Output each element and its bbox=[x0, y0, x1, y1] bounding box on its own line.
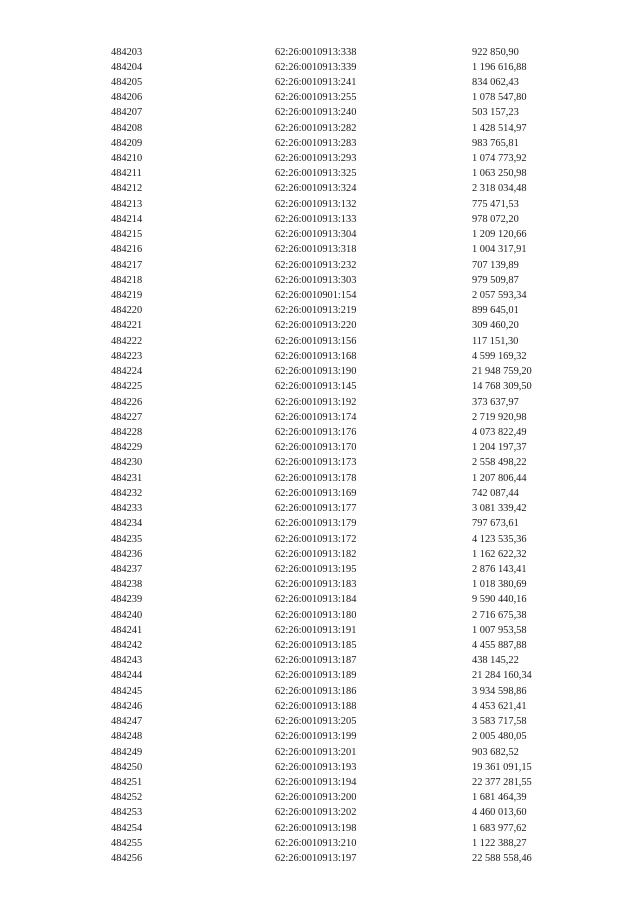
row-number: 484230 bbox=[111, 457, 143, 469]
table-row bbox=[0, 547, 640, 562]
cadastral-value: 899 645,01 bbox=[472, 305, 519, 317]
cadastral-number: 62:26:0010913:202 bbox=[275, 807, 357, 819]
cadastral-value: 117 151,30 bbox=[472, 335, 519, 347]
row-number: 484223 bbox=[111, 350, 143, 362]
cadastral-number: 62:26:0010913:169 bbox=[275, 487, 357, 499]
table-row bbox=[0, 638, 640, 653]
cadastral-number: 62:26:0010913:219 bbox=[275, 305, 357, 317]
table-row bbox=[0, 608, 640, 623]
cadastral-value: 978 072,20 bbox=[472, 213, 519, 225]
table-row bbox=[0, 501, 640, 516]
table-row bbox=[0, 745, 640, 760]
cadastral-number: 62:26:0010913:194 bbox=[275, 777, 357, 788]
table-row bbox=[0, 349, 640, 364]
cadastral-value: 1 683 977,62 bbox=[472, 822, 527, 834]
row-number: 484253 bbox=[111, 807, 143, 819]
row-number: 484229 bbox=[111, 442, 143, 454]
cadastral-number: 62:26:0010913:180 bbox=[275, 609, 357, 621]
cadastral-number: 62:26:0010913:133 bbox=[275, 213, 357, 225]
cadastral-number: 62:26:0010913:145 bbox=[275, 381, 357, 393]
cadastral-value: 1 196 616,88 bbox=[472, 61, 527, 73]
table-row bbox=[0, 151, 640, 166]
cadastral-number: 62:26:0010913:187 bbox=[275, 655, 357, 667]
row-number: 484210 bbox=[111, 153, 143, 165]
cadastral-number: 62:26:0010913:338 bbox=[275, 46, 357, 58]
cadastral-value: 1 122 388,27 bbox=[472, 837, 527, 849]
row-number: 484234 bbox=[111, 518, 143, 530]
cadastral-value: 1 018 380,69 bbox=[472, 579, 527, 591]
cadastral-number: 62:26:0010913:174 bbox=[275, 411, 357, 423]
row-number: 484254 bbox=[111, 822, 143, 834]
table-row bbox=[0, 45, 640, 60]
table-row bbox=[0, 379, 640, 394]
row-number: 484214 bbox=[111, 213, 143, 225]
row-number: 484209 bbox=[111, 137, 143, 149]
cadastral-value: 2 558 498,22 bbox=[472, 457, 527, 469]
cadastral-value: 979 509,87 bbox=[472, 274, 519, 286]
table-row bbox=[0, 242, 640, 257]
cadastral-value-table bbox=[0, 45, 640, 867]
cadastral-number: 62:26:0010913:189 bbox=[275, 670, 357, 682]
table-row bbox=[0, 471, 640, 486]
cadastral-value: 19 361 091,15 bbox=[472, 761, 532, 773]
cadastral-number: 62:26:0010913:210 bbox=[275, 837, 357, 849]
cadastral-number: 62:26:0010913:283 bbox=[275, 137, 357, 149]
cadastral-value: 14 768 309,50 bbox=[472, 381, 532, 393]
table-row bbox=[0, 775, 640, 790]
row-number: 484240 bbox=[111, 609, 143, 621]
row-number: 484207 bbox=[111, 107, 143, 119]
cadastral-number: 62:26:0010913:190 bbox=[275, 366, 357, 378]
table-row bbox=[0, 212, 640, 227]
row-number: 484217 bbox=[111, 259, 143, 271]
table-row bbox=[0, 455, 640, 470]
row-number: 484216 bbox=[111, 244, 143, 256]
row-number: 484221 bbox=[111, 320, 143, 332]
cadastral-value: 373 637,97 bbox=[472, 396, 519, 408]
cadastral-number: 62:26:0010913:241 bbox=[275, 76, 357, 88]
row-number: 484242 bbox=[111, 640, 143, 652]
table-row bbox=[0, 121, 640, 136]
cadastral-number: 62:26:0010913:170 bbox=[275, 442, 357, 454]
table-row bbox=[0, 684, 640, 699]
table-row bbox=[0, 440, 640, 455]
cadastral-value: 21 284 160,34 bbox=[472, 670, 532, 682]
table-row bbox=[0, 90, 640, 105]
cadastral-number: 62:26:0010913:339 bbox=[275, 61, 357, 73]
cadastral-value: 1 078 547,80 bbox=[472, 92, 527, 104]
cadastral-number: 62:26:0010913:173 bbox=[275, 457, 357, 469]
cadastral-number: 62:26:0010913:168 bbox=[275, 350, 357, 362]
row-number: 484227 bbox=[111, 411, 143, 423]
table-row bbox=[0, 851, 640, 866]
cadastral-value: 903 682,52 bbox=[472, 746, 519, 758]
table-row bbox=[0, 425, 640, 440]
cadastral-number: 62:26:0010913:240 bbox=[275, 107, 357, 119]
cadastral-value: 834 062,43 bbox=[472, 76, 519, 88]
row-number: 484251 bbox=[111, 777, 143, 788]
cadastral-value: 4 460 013,60 bbox=[472, 807, 527, 819]
table-row bbox=[0, 318, 640, 333]
table-row bbox=[0, 729, 640, 744]
row-number: 484204 bbox=[111, 61, 143, 73]
cadastral-value: 922 850,90 bbox=[472, 46, 519, 58]
cadastral-value: 22 588 558,46 bbox=[472, 853, 532, 865]
row-number: 484220 bbox=[111, 305, 143, 317]
row-number: 484218 bbox=[111, 274, 143, 286]
cadastral-number: 62:26:0010913:195 bbox=[275, 563, 357, 575]
table-row bbox=[0, 821, 640, 836]
cadastral-number: 62:26:0010913:192 bbox=[275, 396, 357, 408]
cadastral-number: 62:26:0010913:325 bbox=[275, 168, 357, 180]
table-row bbox=[0, 562, 640, 577]
row-number: 484212 bbox=[111, 183, 143, 195]
row-number: 484208 bbox=[111, 122, 143, 134]
row-number: 484237 bbox=[111, 563, 143, 575]
row-number: 484222 bbox=[111, 335, 143, 347]
row-number: 484244 bbox=[111, 670, 143, 682]
row-number: 484213 bbox=[111, 198, 143, 210]
cadastral-value: 1 681 464,39 bbox=[472, 792, 527, 804]
row-number: 484247 bbox=[111, 716, 143, 728]
cadastral-value: 3 583 717,58 bbox=[472, 716, 527, 728]
cadastral-number: 62:26:0010913:232 bbox=[275, 259, 357, 271]
cadastral-number: 62:26:0010913:176 bbox=[275, 426, 357, 438]
cadastral-value: 1 004 317,91 bbox=[472, 244, 527, 256]
cadastral-number: 62:26:0010913:182 bbox=[275, 548, 357, 560]
cadastral-number: 62:26:0010913:188 bbox=[275, 700, 357, 712]
table-row bbox=[0, 623, 640, 638]
table-row bbox=[0, 258, 640, 273]
row-number: 484226 bbox=[111, 396, 143, 408]
cadastral-value: 3 934 598,86 bbox=[472, 685, 527, 697]
table-row bbox=[0, 486, 640, 501]
table-row bbox=[0, 75, 640, 90]
cadastral-number: 62:26:0010913:220 bbox=[275, 320, 357, 332]
row-number: 484250 bbox=[111, 761, 143, 773]
cadastral-value: 309 460,20 bbox=[472, 320, 519, 332]
cadastral-value: 2 005 480,05 bbox=[472, 731, 527, 743]
row-number: 484246 bbox=[111, 700, 143, 712]
cadastral-value: 2 876 143,41 bbox=[472, 563, 527, 575]
row-number: 484248 bbox=[111, 731, 143, 743]
row-number: 484206 bbox=[111, 92, 143, 104]
cadastral-value: 2 318 034,48 bbox=[472, 183, 527, 195]
row-number: 484235 bbox=[111, 533, 143, 545]
table-row bbox=[0, 592, 640, 607]
cadastral-value: 1 063 250,98 bbox=[472, 168, 527, 180]
row-number: 484211 bbox=[111, 168, 142, 180]
row-number: 484238 bbox=[111, 579, 143, 591]
table-row bbox=[0, 364, 640, 379]
row-number: 484255 bbox=[111, 837, 143, 849]
cadastral-value: 4 455 887,88 bbox=[472, 640, 527, 652]
cadastral-number: 62:26:0010913:186 bbox=[275, 685, 357, 697]
row-number: 484249 bbox=[111, 746, 143, 758]
cadastral-value: 1 204 197,37 bbox=[472, 442, 527, 454]
row-number: 484252 bbox=[111, 792, 143, 804]
cadastral-value: 4 123 535,36 bbox=[472, 533, 527, 545]
table-row bbox=[0, 668, 640, 683]
cadastral-value: 21 948 759,20 bbox=[472, 366, 532, 378]
row-number: 484241 bbox=[111, 624, 143, 636]
table-row bbox=[0, 653, 640, 668]
row-number: 484233 bbox=[111, 503, 143, 515]
cadastral-number: 62:26:0010913:282 bbox=[275, 122, 357, 134]
cadastral-number: 62:26:0010913:132 bbox=[275, 198, 357, 210]
row-number: 484245 bbox=[111, 685, 143, 697]
table-row bbox=[0, 273, 640, 288]
cadastral-value: 1 162 622,32 bbox=[472, 548, 527, 560]
cadastral-number: 62:26:0010913:201 bbox=[275, 746, 357, 758]
cadastral-value: 707 139,89 bbox=[472, 259, 519, 271]
cadastral-number: 62:26:0010913:303 bbox=[275, 274, 357, 286]
table-row bbox=[0, 60, 640, 75]
cadastral-number: 62:26:0010913:293 bbox=[275, 153, 357, 165]
cadastral-number: 62:26:0010913:183 bbox=[275, 579, 357, 591]
cadastral-number: 62:26:0010913:156 bbox=[275, 335, 357, 347]
table-row bbox=[0, 836, 640, 851]
row-number: 484231 bbox=[111, 472, 143, 484]
table-row bbox=[0, 714, 640, 729]
row-number: 484236 bbox=[111, 548, 143, 560]
table-row bbox=[0, 166, 640, 181]
cadastral-value: 1 209 120,66 bbox=[472, 229, 527, 241]
row-number: 484224 bbox=[111, 366, 143, 378]
cadastral-value: 797 673,61 bbox=[472, 518, 519, 530]
cadastral-number: 62:26:0010913:184 bbox=[275, 594, 357, 606]
cadastral-number: 62:26:0010913:197 bbox=[275, 853, 357, 865]
table-row bbox=[0, 699, 640, 714]
cadastral-value: 3 081 339,42 bbox=[472, 503, 527, 515]
cadastral-value: 775 471,53 bbox=[472, 198, 519, 210]
cadastral-value: 742 087,44 bbox=[472, 487, 519, 499]
cadastral-number: 62:26:0010913:198 bbox=[275, 822, 357, 834]
cadastral-value: 4 073 822,49 bbox=[472, 426, 527, 438]
table-row bbox=[0, 532, 640, 547]
cadastral-value: 4 599 169,32 bbox=[472, 350, 527, 362]
row-number: 484239 bbox=[111, 594, 143, 606]
table-row bbox=[0, 181, 640, 196]
row-number: 484232 bbox=[111, 487, 143, 499]
cadastral-value: 503 157,23 bbox=[472, 107, 519, 119]
table-row bbox=[0, 790, 640, 805]
table-row bbox=[0, 410, 640, 425]
table-row bbox=[0, 105, 640, 120]
cadastral-value: 1 207 806,44 bbox=[472, 472, 527, 484]
table-row bbox=[0, 760, 640, 775]
cadastral-value: 2 716 675,38 bbox=[472, 609, 527, 621]
cadastral-number: 62:26:0010913:191 bbox=[275, 624, 357, 636]
table-row bbox=[0, 136, 640, 151]
cadastral-value: 1 428 514,97 bbox=[472, 122, 527, 134]
row-number: 484203 bbox=[111, 46, 143, 58]
cadastral-number: 62:26:0010913:179 bbox=[275, 518, 357, 530]
table-row bbox=[0, 197, 640, 212]
cadastral-value: 4 453 621,41 bbox=[472, 700, 527, 712]
cadastral-number: 62:26:0010913:199 bbox=[275, 731, 357, 743]
table-row bbox=[0, 288, 640, 303]
cadastral-value: 2 719 920,98 bbox=[472, 411, 527, 423]
cadastral-number: 62:26:0010913:178 bbox=[275, 472, 357, 484]
cadastral-value: 438 145,22 bbox=[472, 655, 519, 667]
row-number: 484256 bbox=[111, 853, 143, 865]
cadastral-value: 9 590 440,16 bbox=[472, 594, 527, 606]
table-row bbox=[0, 303, 640, 318]
table-row bbox=[0, 334, 640, 349]
row-number: 484205 bbox=[111, 76, 143, 88]
row-number: 484219 bbox=[111, 290, 143, 301]
row-number: 484228 bbox=[111, 426, 143, 438]
row-number: 484225 bbox=[111, 381, 143, 393]
table-row bbox=[0, 395, 640, 410]
table-row bbox=[0, 227, 640, 242]
row-number: 484215 bbox=[111, 229, 143, 241]
cadastral-number: 62:26:0010913:172 bbox=[275, 533, 357, 545]
table-row bbox=[0, 577, 640, 592]
cadastral-value: 2 057 593,34 bbox=[472, 290, 527, 301]
table-row bbox=[0, 805, 640, 820]
cadastral-number: 62:26:0010913:304 bbox=[275, 229, 357, 241]
cadastral-value: 983 765,81 bbox=[472, 137, 519, 149]
cadastral-number: 62:26:0010913:318 bbox=[275, 244, 357, 256]
row-number: 484243 bbox=[111, 655, 143, 667]
cadastral-value: 1 074 773,92 bbox=[472, 153, 527, 165]
cadastral-number: 62:26:0010913:200 bbox=[275, 792, 357, 804]
cadastral-number: 62:26:0010913:185 bbox=[275, 640, 357, 652]
cadastral-value: 1 007 953,58 bbox=[472, 624, 527, 636]
cadastral-number: 62:26:0010913:255 bbox=[275, 92, 357, 104]
cadastral-number: 62:26:0010913:205 bbox=[275, 716, 357, 728]
cadastral-value: 22 377 281,55 bbox=[472, 777, 532, 788]
cadastral-number: 62:26:0010913:177 bbox=[275, 503, 357, 515]
cadastral-number: 62:26:0010913:193 bbox=[275, 761, 357, 773]
cadastral-number: 62:26:0010913:324 bbox=[275, 183, 357, 195]
table-row bbox=[0, 516, 640, 531]
cadastral-number: 62:26:0010901:154 bbox=[275, 290, 357, 301]
